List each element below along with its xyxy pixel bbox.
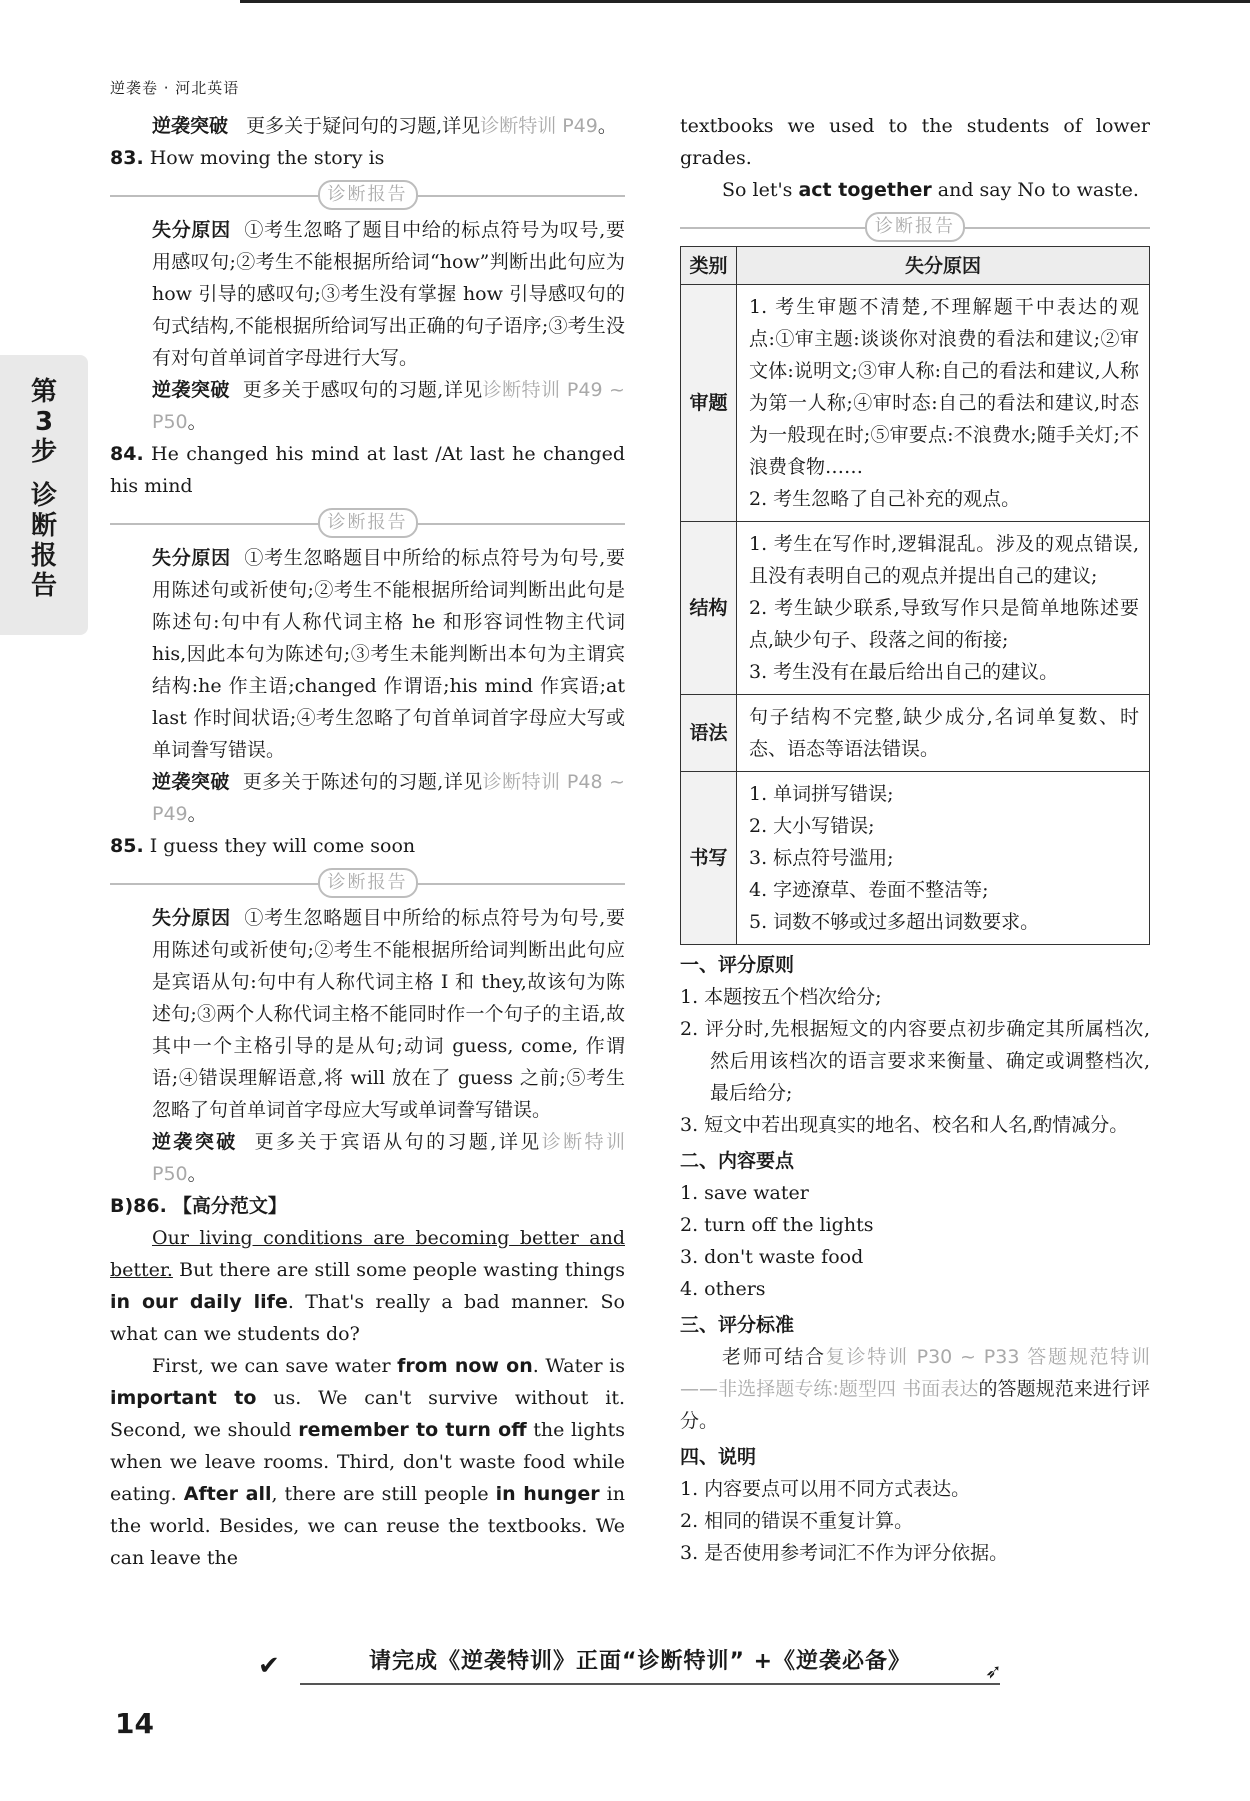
breakthrough-ref: 诊断特训 P49 ~ P50 xyxy=(152,379,625,433)
reason-line: 3. 考生没有在最后给出自己的建议。 xyxy=(749,661,1059,683)
breakthrough-intro xyxy=(152,110,625,142)
essay-text: . That's really a bad manner. So what can we students do? xyxy=(110,1291,625,1345)
model-essay-tag: 【高分范文】 xyxy=(172,1195,287,1217)
list-item: 2. 评分时,先根据短文的内容要点初步确定其所属档次,然后用该档次的语言要求来衡量、确定或调整档次,最后给分; xyxy=(680,1018,1150,1104)
diag-report-heading xyxy=(110,866,625,900)
breakthrough-label: 逆袭突破 xyxy=(152,379,230,401)
question-85 xyxy=(110,830,625,862)
reason-83 xyxy=(152,214,625,374)
table-cell-reason xyxy=(737,522,1150,695)
table-row xyxy=(681,285,1150,522)
reason-line: 1. 考生在写作时,逻辑混乱。涉及的观点错误,且没有表明自己的观点并提出自己的建议; xyxy=(749,533,1139,587)
side-tab-step: 第3步 xyxy=(30,377,57,467)
essay-phrase: important to xyxy=(110,1387,257,1409)
diag-report-label: 诊断报告 xyxy=(318,868,418,898)
essay-phrase: After all xyxy=(183,1483,272,1505)
footer-rule xyxy=(300,1683,1000,1685)
scoring-standard xyxy=(680,1341,1150,1437)
list-item: 2. turn off the lights xyxy=(680,1214,874,1236)
diagnosis-table xyxy=(680,246,1150,945)
essay-phrase: from now on xyxy=(397,1355,533,1377)
breakthrough-text: 更多关于感叹句的习题,详见 xyxy=(242,379,483,401)
essay-text: . Water is xyxy=(532,1355,625,1377)
question-number: 83. xyxy=(110,147,144,169)
essay-phrase: in our daily life xyxy=(110,1291,288,1313)
list-item: 3. don't waste food xyxy=(680,1246,864,1268)
list-item: 4. others xyxy=(680,1278,766,1300)
checkmark-icon: ✔ xyxy=(258,1651,280,1681)
diag-report-label: 诊断报告 xyxy=(318,508,418,538)
question-83 xyxy=(110,142,625,174)
question-number: 85. xyxy=(110,835,144,857)
table-cell-category: 结构 xyxy=(681,522,737,695)
question-number: B)86. xyxy=(110,1195,167,1217)
table-row xyxy=(681,522,1150,695)
question-86 xyxy=(110,1190,625,1222)
table-cell-reason xyxy=(737,772,1150,945)
question-84 xyxy=(110,438,625,502)
diag-report-heading xyxy=(110,178,625,212)
essay-text: the lights when we leave rooms. Third, don't waste food while eating. xyxy=(110,1419,625,1505)
table-cell-category: 语法 xyxy=(681,695,737,772)
section-title: 一、评分原则 xyxy=(680,954,795,976)
breakthrough-end: 。 xyxy=(597,115,617,137)
question-number: 84. xyxy=(110,443,144,465)
list-item: 3. 是否使用参考词汇不作为评分依据。 xyxy=(680,1542,1009,1564)
table-row xyxy=(681,695,1150,772)
list-item: 1. 本题按五个档次给分; xyxy=(680,986,882,1008)
essay-phrase: in hunger xyxy=(495,1483,600,1505)
footer-banner xyxy=(265,1640,1015,1684)
page-number: 14 xyxy=(115,1707,154,1740)
reason-line: 1. 单词拼写错误; xyxy=(749,783,894,805)
answer-text: How moving the story is xyxy=(149,147,385,169)
list-item: 1. 内容要点可以用不同方式表达。 xyxy=(680,1478,971,1500)
diag-report-label: 诊断报告 xyxy=(318,180,418,210)
reason-84 xyxy=(152,542,625,766)
reason-line: 句子结构不完整,缺少成分,名词单复数、时态、语态等语法错误。 xyxy=(749,706,1139,760)
breakthrough-end: 。 xyxy=(187,1163,207,1185)
reason-label: 失分原因 xyxy=(152,219,231,241)
section-title: 二、内容要点 xyxy=(680,1150,795,1172)
essay-text: , there are still people xyxy=(271,1483,496,1505)
essay-continued: textbooks we used to the students of lower grades. xyxy=(680,115,1150,169)
standard-ref: 复诊特训 P30 ~ P33 答题规范特训——非选择题专练:题型四 书面表达 xyxy=(680,1346,1150,1400)
breakthrough-text: 更多关于宾语从句的习题,详见 xyxy=(254,1131,542,1153)
breakthrough-label: 逆袭突破 xyxy=(152,771,230,793)
breakthrough-label: 逆袭突破 xyxy=(152,1131,238,1153)
standard-text: 老师可结合 xyxy=(722,1346,826,1368)
essay-paragraph-1 xyxy=(110,1222,625,1350)
breakthrough-end: 。 xyxy=(187,411,207,433)
top-rule xyxy=(240,0,1250,3)
table-row xyxy=(681,772,1150,945)
essay-phrase: remember to turn off xyxy=(298,1419,527,1441)
answer-text: I guess they will come soon xyxy=(149,835,416,857)
breakthrough-85 xyxy=(152,1126,625,1190)
footer-banner-text: 请完成《逆袭特训》正面“诊断特训” +《逆袭必备》 xyxy=(368,1649,911,1674)
table-cell-reason xyxy=(737,285,1150,522)
reason-label: 失分原因 xyxy=(152,907,231,929)
reason-text: ①考生忽略题目中所给的标点符号为句号,要用陈述句或祈使句;②考生不能根据所给词判断出此句是陈述句:句中有人称代词主格 he 和形容词性物主代词 his,因此本句为陈述句;③考生未能判断出本句为主谓宾结构:he 作主语;changed 作谓语;his mind 作宾语;at last 作时间状语;④考生忽略了句首单词首字母应大写或单词誊写错误。 xyxy=(152,547,625,761)
list-item: 2. 相同的错误不重复计算。 xyxy=(680,1510,914,1532)
table-cell-category: 审题 xyxy=(681,285,737,522)
breakthrough-ref: 诊断特训 P50 xyxy=(152,1131,625,1185)
essay-text: First, we can save water xyxy=(152,1355,398,1377)
reason-line: 1. 考生审题不清楚,不理解题干中表达的观点:①审主题:谈谈你对浪费的看法和建议;②审文体:说明文;③审人称:自己的看法和建议,人称为第一人称;④审时态:自己的看法和建议,时态为一般现在时;⑤审要点:不浪费水;随手关灯;不浪费食物…… xyxy=(749,296,1139,478)
breakthrough-end: 。 xyxy=(187,803,207,825)
essay-text: us. We can't survive without it. Second, we should xyxy=(110,1387,625,1441)
essay-text: in the world. Besides, we can reuse the textbooks. We can leave the xyxy=(110,1483,625,1569)
reason-text: ①考生忽略题目中所给的标点符号为句号,要用陈述句或祈使句;②考生不能根据所给词判断出此句应是宾语从句:句中有人称代词主格 I 和 they,故该句为陈述句;③两个人称代词主格不能同时作一个句子的主语,故其中一个主格引导的是从句;动词 guess, come, 作谓语;④错误理解语意,将 will 放在了 guess 之前;⑤考生忽略了句首单词首字母应大写或单词誊写错误。 xyxy=(152,907,625,1121)
reason-line: 5. 词数不够或过多超出词数要求。 xyxy=(749,911,1040,933)
table-cell-category: 书写 xyxy=(681,772,737,945)
essay-phrase: act together xyxy=(798,179,932,201)
breakthrough-84 xyxy=(152,766,625,830)
breakthrough-text: 更多关于疑问句的习题,详见 xyxy=(246,115,481,137)
side-tab xyxy=(0,355,88,635)
diag-report-heading xyxy=(110,506,625,540)
section-title: 三、评分标准 xyxy=(680,1314,795,1336)
diag-report-heading xyxy=(680,210,1150,244)
breakthrough-label: 逆袭突破 xyxy=(152,115,229,137)
reason-85 xyxy=(152,902,625,1126)
left-column xyxy=(110,110,625,1574)
list-item: 1. save water xyxy=(680,1182,809,1204)
breakthrough-83 xyxy=(152,374,625,438)
table-header-reason: 失分原因 xyxy=(737,247,1150,285)
table-cell-reason xyxy=(737,695,1150,772)
reason-text: ①考生忽略了题目中给的标点符号为叹号,要用感叹句;②考生不能根据所给词“how”判断出此句应为 how 引导的感叹句;③考生没有掌握 how 引导感叹句的句式结构,不能根据所给词写出正确的句子语序;③考生没有对句首单词首字母进行大写。 xyxy=(152,219,625,369)
arrow-icon: ➶ xyxy=(985,1659,1002,1683)
table-header-row xyxy=(681,247,1150,285)
reason-line: 4. 字迹潦草、卷面不整洁等; xyxy=(749,879,989,901)
reason-line: 2. 考生忽略了自己补充的观点。 xyxy=(749,488,1021,510)
standard-text: 的答题规范来进行评分。 xyxy=(680,1378,1150,1432)
essay-closing xyxy=(680,174,1150,206)
running-header: 逆袭卷 · 河北英语 xyxy=(110,79,240,97)
essay-text: and say No to waste. xyxy=(931,179,1139,201)
diag-report-label: 诊断报告 xyxy=(865,212,965,242)
table-header-category: 类别 xyxy=(681,247,737,285)
essay-text: Our living conditions are becoming better and better. xyxy=(110,1227,625,1281)
essay-text: So let's xyxy=(722,179,799,201)
breakthrough-ref: 诊断特训 P48 ~ P49 xyxy=(152,771,625,825)
reason-line: 2. 考生缺少联系,导致写作只是简单地陈述要点,缺少句子、段落之间的衔接; xyxy=(749,597,1139,651)
section-title: 四、说明 xyxy=(680,1446,757,1468)
side-tab-title: 诊断报告 xyxy=(30,481,57,601)
essay-paragraph-2 xyxy=(110,1350,625,1574)
breakthrough-ref: 诊断特训 P49 xyxy=(480,115,598,137)
reason-line: 2. 大小写错误; xyxy=(749,815,875,837)
reason-label: 失分原因 xyxy=(152,547,231,569)
list-item: 3. 短文中若出现真实的地名、校名和人名,酌情减分。 xyxy=(680,1114,1129,1136)
right-column xyxy=(680,110,1150,1569)
breakthrough-text: 更多关于陈述句的习题,详见 xyxy=(242,771,483,793)
essay-text: But there are still some people wasting things xyxy=(172,1259,625,1281)
answer-text: He changed his mind at last /At last he changed his mind xyxy=(110,443,625,497)
reason-line: 3. 标点符号滥用; xyxy=(749,847,894,869)
